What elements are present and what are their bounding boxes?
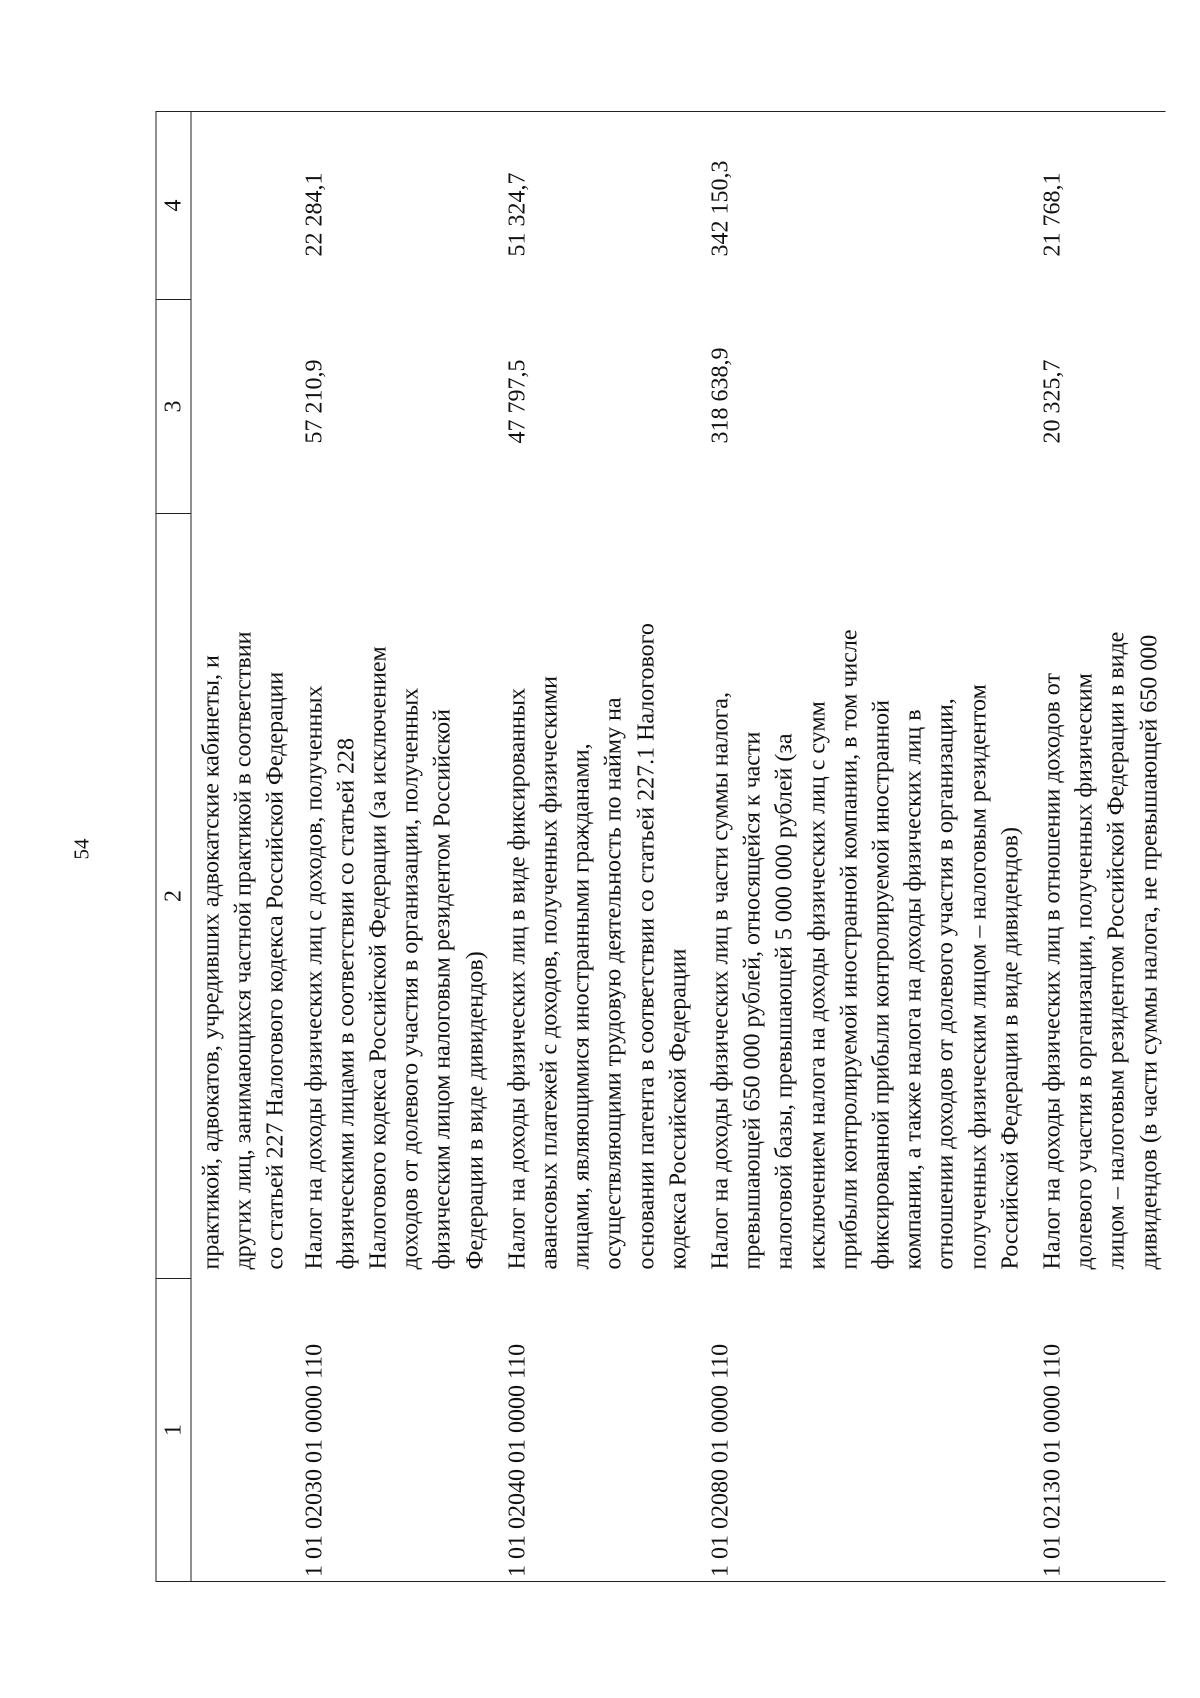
header-col-1: 1 — [156, 1279, 191, 1582]
description-line: долевого участия в организации, полученных физическим — [1071, 673, 1098, 1270]
table-row — [1026, 112, 1165, 1582]
page-number: 54 — [69, 838, 94, 860]
rotated-page-content — [155, 112, 1162, 1582]
header-col-2: 2 — [156, 514, 191, 1279]
description-line: Российской Федерации в виде дивидендов) — [996, 827, 1023, 1270]
header-col-3: 3 — [156, 300, 191, 514]
description-line: превышающей 650 000 рублей, относящейся к части — [739, 731, 766, 1270]
header-col-4: 4 — [156, 112, 191, 300]
value-col-4: 22 284,1 — [292, 112, 491, 300]
value-col-3-cell — [191, 300, 292, 514]
description-line: других лиц, занимающихся частной практикой в соответствии — [230, 631, 257, 1270]
description-line: лицом – налоговым резидентом Российской Федерации в виде — [1103, 631, 1130, 1270]
description-line: авансовых платежей с доходов, полученных физическими — [536, 676, 563, 1270]
description-line: кодекса Российской Федерации — [664, 948, 691, 1270]
description-cell — [191, 514, 292, 1279]
description-line: прибыли контролируемой иностранной компании, в том числе — [835, 629, 862, 1270]
description-line: доходов от долевого участия в организации, полученных — [397, 687, 424, 1270]
revenue-table — [155, 111, 1165, 1582]
value-col-4: 342 150,3 — [694, 112, 1026, 300]
description-line: дивидендов (в части суммы налога, не превышающей 650 000 — [1135, 634, 1162, 1270]
budget-code: 1 01 02080 01 0000 110 — [694, 1279, 1026, 1582]
description-line: основании патента в соответствии со статьей 227.1 Налогового — [632, 623, 659, 1270]
table-row — [292, 112, 491, 1582]
budget-code: 1 01 02130 01 0000 110 — [1026, 1279, 1165, 1582]
description-line: полученных физическим лицом – налоговым резидентом — [964, 684, 991, 1270]
description-line: Налог на доходы физических лиц в части суммы налога, — [707, 692, 734, 1270]
budget-code: 1 01 02040 01 0000 110 — [491, 1279, 694, 1582]
value-col-3: 57 210,9 — [300, 359, 327, 444]
table-header-row — [156, 112, 191, 1582]
description-line: осуществляющими трудовую деятельность по найму на — [600, 697, 627, 1270]
description-line: физическими лицами в соответствии со статьей 228 — [332, 737, 359, 1270]
description-cell — [1026, 514, 1165, 1279]
description-line: отношении доходов от долевого участия в организации, — [932, 698, 959, 1270]
description-line: Федерации в виде дивидендов) — [461, 951, 488, 1270]
description-cell — [694, 514, 1026, 1279]
code-cell — [191, 1279, 292, 1582]
value-col-3: 20 325,7 — [1039, 359, 1066, 444]
description-line: исключением налога на доходы физических лиц с сумм — [803, 701, 830, 1270]
description-line: физическим лицом налоговым резидентом Российской — [429, 708, 456, 1270]
value-col-4-cell — [191, 112, 292, 300]
description-line: фиксированной прибыли контролируемой иностранной — [868, 699, 895, 1270]
value-col-3: 47 797,5 — [503, 359, 530, 444]
description-line: Налог на доходы физических лиц в виде фиксированных — [503, 687, 530, 1270]
description-line: лицами, являющимися иностранными гражданами, — [568, 743, 595, 1270]
description-cell — [491, 514, 694, 1279]
description-line: налоговой базы, превышающей 5 000 000 рублей (за — [771, 733, 798, 1270]
description-line: практикой, адвокатов, учредивших адвокатские кабинеты, и — [198, 655, 224, 1270]
table-row — [694, 112, 1026, 1582]
budget-code: 1 01 02030 01 0000 110 — [292, 1279, 491, 1582]
value-col-4: 21 768,1 — [1026, 112, 1165, 300]
description-cell — [292, 514, 491, 1279]
description-line: Налогового кодекса Российской Федерации (за исключением — [365, 646, 392, 1270]
value-col-4: 51 324,7 — [491, 112, 694, 300]
description-line: Налог на доходы физических лиц с доходов, полученных — [300, 685, 327, 1270]
table-row — [491, 112, 694, 1582]
description-line: со статьей 227 Налогового кодекса Российской Федерации — [262, 671, 289, 1270]
value-col-3: 318 638,9 — [707, 347, 734, 444]
table-row-continuation — [191, 112, 292, 1582]
description-line: компании, а также налога на доходы физических лиц в — [900, 709, 927, 1270]
description-line: Налог на доходы физических лиц в отношении доходов от — [1039, 673, 1066, 1270]
